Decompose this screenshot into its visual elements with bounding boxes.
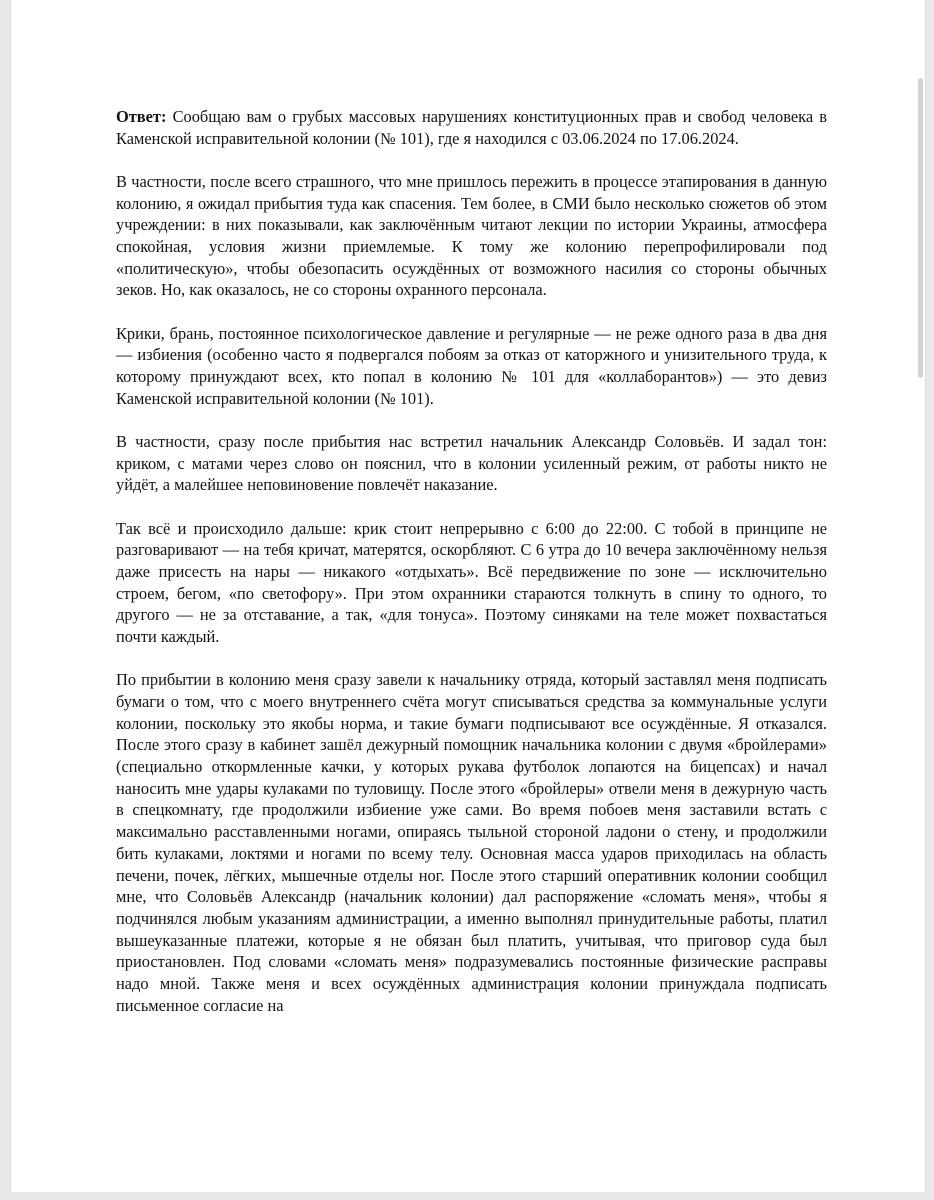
answer-label: Ответ: — [116, 107, 167, 126]
paragraph: Крики, брань, постоянное психологическое давление и регулярные — не реже одного раза в два дня — избиения (особенно часто я подвергался побоям за отказ от каторжного и унизительного труда, к которому принуждают всех, кто попал в колонию № 101 для «коллаборантов») — это девиз Каменской исправительной колонии (№ 101). — [116, 323, 827, 408]
paragraph-answer — [116, 106, 827, 149]
paragraph: Так всё и происходило дальше: крик стоит непрерывно с 6:00 до 22:00. С тобой в принципе не разговаривают — на тебя кричат, матерятся, оскорбляют. С 6 утра до 10 вечера заключённому нельзя даже присесть на нары — никакого «отдыхать». Всё передвижение по зоне — исключительно строем, бегом, «по светофору». При этом охранники стараются толкнуть в спину то одного, то другого — не за отставание, а так, «для тонуса». Поэтому синяками на теле может похвастаться почти каждый. — [116, 518, 827, 647]
document-body — [116, 106, 827, 1017]
paragraph: В частности, сразу после прибытия нас встретил начальник Александр Соловьёв. И задал тон: криком, с матами через слово он пояснил, что в колонии усиленный режим, от работы никто не уйдёт, а малейшее неповиновение повлечёт наказание. — [116, 431, 827, 495]
paragraph: По прибытии в колонию меня сразу завели к начальнику отряда, который заставлял меня подписать бумаги о том, что с моего внутреннего счёта могут списываться средства за коммунальные услуги колонии, поскольку это якобы норма, и такие бумаги подписывают все осуждённые. Я отказался. После этого сразу в кабинет зашёл дежурный помощник начальника колонии с двумя «бройлерами» (специально откормленные качки, у которых рукава футболок лопаются на бицепсах) и начал наносить мне удары кулаками по туловищу. После этого «бройлеры» отвели меня в дежурную часть в спецкомнату, где продолжили избиение уже сами. Во время побоев меня заставили встать с максимально расставленными ногами, опираясь тыльной стороной ладони о стену, и продолжили бить кулаками, локтями и ногами по всему телу. Основная масса ударов приходилась на область печени, почек, лёгких, мышечные отделы ног. После этого старший оперативник колонии сообщил мне, что Соловьёв Александр (начальник колонии) дал распоряжение «сломать меня», чтобы я подчинялся любым указаниям администрации, а именно выполнял принудительные работы, платил вышеуказанные платежи, которые я не обязан был платить, учитывая, что приговор суда был приостановлен. Под словами «сломать меня» подразумевались постоянные физические расправы надо мной. Также меня и всех осуждённых администрация колонии принуждала подписать письменное согласие на — [116, 670, 827, 1015]
paragraph-text: Сообщаю вам о грубых массовых нарушениях конституционных прав и свобод человека в Каменской исправительной колонии (№ 101), где я находился с 03.06.2024 по 17.06.2024. — [116, 107, 827, 148]
page-bottom-edge — [0, 1192, 934, 1200]
scrollbar-thumb[interactable] — [918, 78, 923, 378]
paragraph: В частности, после всего страшного, что мне пришлось пережить в процессе этапирования в данную колонию, я ожидал прибытия туда как спасения. Тем более, в СМИ было несколько сюжетов об этом учреждении: в них показывали, как заключённым читают лекции по истории Украины, атмосфера спокойная, условия жизни приемлемые. К тому же колонию перепрофилировали под «политическую», чтобы обезопасить осуждённых от возможного насилия со стороны обычных зеков. Но, как оказалось, не со стороны охранного персонала. — [116, 171, 827, 300]
document-page — [10, 0, 926, 1200]
